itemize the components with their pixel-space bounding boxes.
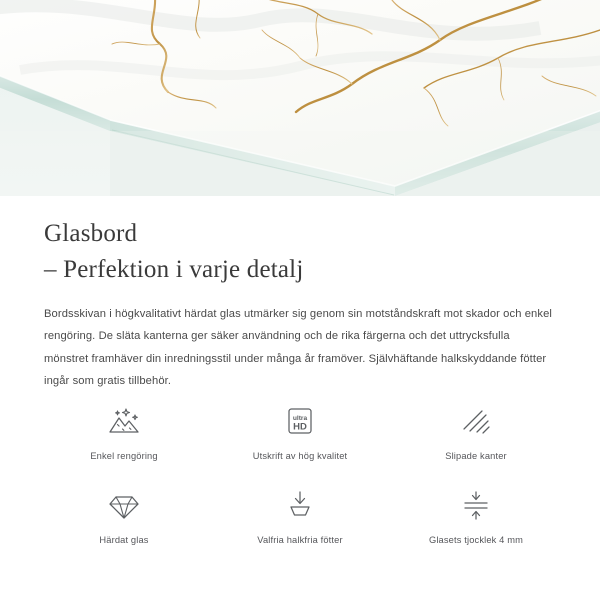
feature-label: Utskrift av hög kvalitet	[252, 451, 348, 461]
diamond-icon	[104, 484, 144, 526]
ultra-hd-icon-ultra-text: ultra	[292, 415, 308, 422]
feature-item-polished-edges	[388, 400, 564, 484]
feature-label: Härdat glas	[99, 535, 149, 545]
feature-label: Valfria halkfria fötter	[257, 535, 343, 545]
feature-item-glass-thickness	[388, 484, 564, 568]
hero-image	[0, 0, 600, 196]
anti-slip-foot-icon	[280, 484, 320, 526]
headline-line-1: Glasbord	[44, 220, 138, 247]
ultra-hd-icon-hd-text: HD	[293, 421, 307, 433]
feature-item-tempered-glass	[36, 484, 212, 568]
feature-item-anti-slip-feet	[212, 484, 388, 568]
product-description-text: Bordsskivan i högkvalitativt härdat glas utmärker sig genom sin motståndskraft mot skador och enkel rengöring. De släta kanterna ger säker användning och de rika färgerna och det uttrycksfulla mönstret framhäver din inredningsstil under många år framöver. Självhäftande halkskyddande fötter ingår som gratis tillbehör.	[44, 308, 552, 388]
thickness-arrows-icon	[456, 484, 496, 526]
feature-label: Slipade kanter	[445, 451, 507, 461]
headline-line-2: – Perfektion i varje detalj	[44, 255, 304, 283]
feature-label: Glasets tjocklek 4 mm	[428, 535, 524, 545]
feature-grid	[36, 400, 564, 568]
diagonal-lines-icon	[456, 400, 496, 442]
ultra-hd-icon	[280, 400, 320, 442]
sparkle-mountain-icon	[104, 400, 144, 442]
feature-item-print-quality	[212, 400, 388, 484]
page-title	[0, 196, 600, 287]
feature-item-easy-cleaning	[36, 400, 212, 484]
feature-label: Enkel rengöring	[90, 451, 158, 461]
glass-tabletop-illustration	[0, 0, 600, 196]
